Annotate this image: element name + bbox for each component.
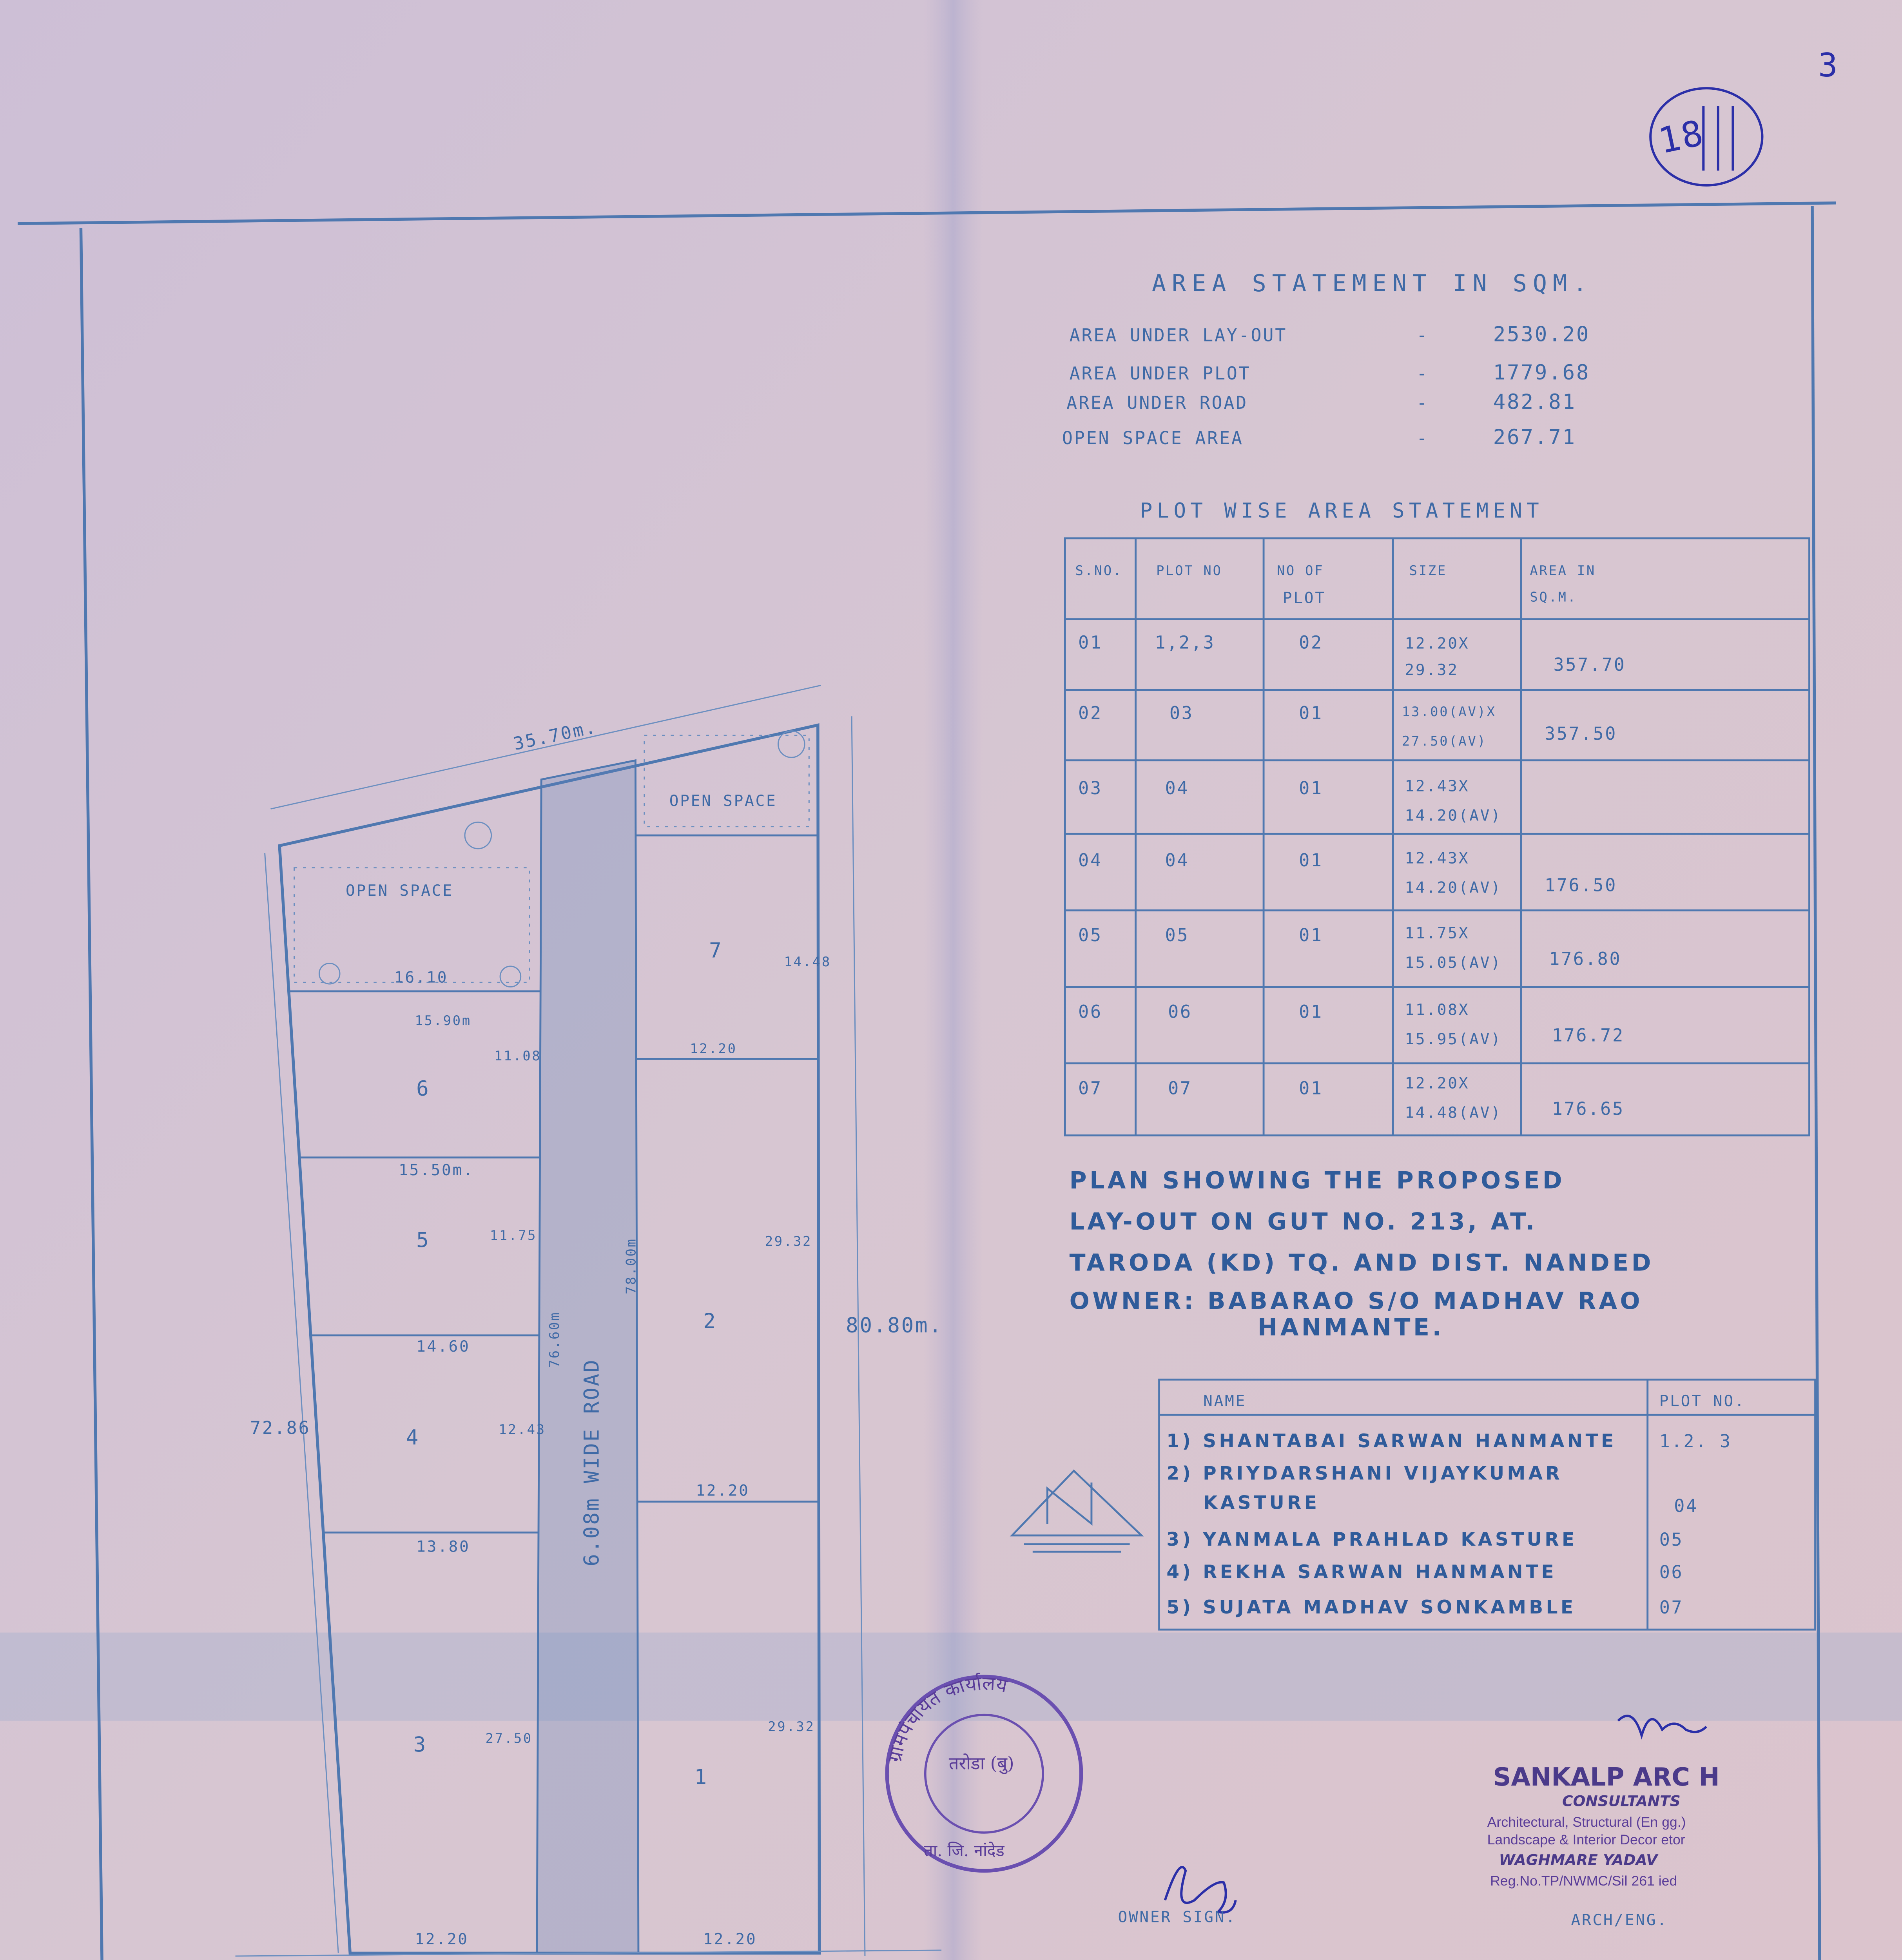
owners-header-plot: PLOT NO. [1659, 1392, 1746, 1410]
dim-plot2-depth: 29.32 [765, 1233, 812, 1249]
sheet-number: 3 [1818, 47, 1839, 85]
owner-name: 4) REKHA SARWAN HANMANTE [1166, 1561, 1557, 1583]
owners-header-name: NAME [1203, 1392, 1247, 1410]
dim-right: 80.80m. [846, 1314, 943, 1338]
plot-7-label: 7 [709, 938, 723, 963]
plan-title-line: OWNER: BABARAO S/O MADHAV RAO [1069, 1287, 1643, 1315]
open-space-right-label: OPEN SPACE [669, 792, 777, 810]
area-dash: - [1416, 325, 1429, 346]
row-area: 176.80 [1549, 948, 1622, 969]
row-sno: 07 [1078, 1078, 1102, 1099]
dim-plot5-depth: 11.75 [490, 1227, 537, 1243]
owner-sign-label: OWNER SIGN. [1118, 1908, 1237, 1926]
dim-plot1-base: 12.20 [703, 1930, 757, 1949]
row-size: 12.20X [1405, 634, 1470, 653]
row-area: 176.72 [1552, 1025, 1625, 1046]
row-sno: 03 [1078, 778, 1102, 799]
dim-top: 35.70m. [511, 716, 599, 755]
row-count: 02 [1299, 632, 1323, 653]
consultant-stamp-line: Architectural, Structural (En gg.) [1487, 1814, 1686, 1830]
row-size: 13.00(AV)X [1402, 704, 1496, 720]
plan-title-line: HANMANTE. [1258, 1314, 1444, 1341]
plot-2-label: 2 [703, 1309, 717, 1333]
owner-name: KASTURE [1203, 1492, 1320, 1514]
header-plot-no: PLOT NO [1156, 563, 1222, 578]
dim-plot6-width: 15.90m [415, 1013, 471, 1029]
stamp-center-text: तरोडा (बु) [948, 1753, 1014, 1774]
row-size: 27.50(AV) [1402, 733, 1487, 749]
file-mark-number: 18 [1655, 112, 1708, 162]
row-sno: 01 [1078, 632, 1102, 653]
header-no-of: NO OF [1276, 563, 1324, 578]
dim-plot6-depth: 11.08 [494, 1048, 542, 1064]
header-sqm: SQ.M. [1530, 589, 1577, 605]
road-label: 6.08m WIDE ROAD [580, 1358, 604, 1566]
row-sno: 02 [1078, 702, 1102, 724]
row-plot: 03 [1169, 702, 1194, 724]
owner-plot: 04 [1674, 1495, 1698, 1516]
row-size: 11.08X [1405, 1000, 1470, 1019]
row-area: 176.65 [1552, 1098, 1625, 1119]
owner-plot: 07 [1659, 1597, 1684, 1618]
row-size: 11.75X [1405, 924, 1470, 942]
area-statement-title: AREA STATEMENT IN SQM. [1151, 269, 1593, 297]
stamp-ring-text: ग्रामपंचायत कार्यालय [883, 1672, 1010, 1764]
row-area: 357.70 [1553, 654, 1626, 675]
consultant-stamp-line: Landscape & Interior Decor etor [1487, 1831, 1685, 1847]
row-sno: 06 [1078, 1001, 1102, 1022]
row-sno: 04 [1078, 849, 1102, 871]
area-dash: - [1416, 428, 1429, 449]
dim-plot3-depth: 27.50 [485, 1731, 533, 1746]
dim-plot4-depth: 12.43 [499, 1422, 546, 1437]
row-sno: 05 [1078, 925, 1102, 946]
plot-6-label: 6 [416, 1077, 430, 1101]
area-label: OPEN SPACE AREA [1062, 428, 1244, 449]
row-count: 01 [1299, 702, 1323, 724]
row-area: 176.50 [1544, 875, 1617, 896]
owner-name: 5) SUJATA MADHAV SONKAMBLE [1166, 1596, 1576, 1618]
row-area: 357.50 [1544, 723, 1617, 744]
plot-5-label: 5 [416, 1228, 430, 1252]
row-plot: 06 [1168, 1001, 1192, 1022]
dim-plot7-width: 12.20 [690, 1041, 737, 1056]
consultant-stamp-line: Reg.No.TP/NWMC/Sil 261 ied [1490, 1873, 1677, 1889]
row-count: 01 [1299, 925, 1323, 946]
dim-road-right: 78.00m [623, 1238, 639, 1294]
area-dash: - [1416, 392, 1429, 414]
row-size: 12.43X [1405, 849, 1470, 867]
area-dash: - [1416, 363, 1429, 384]
dim-plot5-width: 15.50m. [399, 1161, 474, 1179]
row-count: 01 [1299, 778, 1323, 799]
row-plot: 04 [1165, 849, 1189, 871]
plan-title-line: TARODA (KD) TQ. AND DIST. NANDED [1069, 1249, 1654, 1277]
open-space-left-label: OPEN SPACE [346, 881, 453, 900]
dim-left: 72.86 [250, 1417, 311, 1439]
row-size: 14.48(AV) [1405, 1103, 1502, 1122]
plot-1-label: 1 [694, 1765, 708, 1789]
dim-plot3-width: 13.80 [416, 1537, 470, 1556]
owner-name: 1) SHANTABAI SARWAN HANMANTE [1166, 1430, 1617, 1452]
row-size: 15.95(AV) [1405, 1030, 1502, 1048]
header-size: SIZE [1409, 563, 1447, 578]
row-plot: 04 [1165, 778, 1189, 799]
consultant-stamp-sub: CONSULTANTS [1562, 1792, 1681, 1810]
paper-fold-horizontal [0, 1633, 1902, 1721]
owner-plot: 1.2. 3 [1659, 1430, 1732, 1452]
header-area-in: AREA IN [1530, 563, 1596, 578]
row-plot: 07 [1168, 1078, 1192, 1099]
plan-title-line: PLAN SHOWING THE PROPOSED [1069, 1167, 1565, 1194]
plot-4-label: 4 [406, 1425, 420, 1450]
dim-plot7-depth: 14.48 [784, 954, 831, 970]
area-value: 482.81 [1493, 390, 1576, 414]
row-count: 01 [1299, 1078, 1323, 1099]
consultant-stamp-name: SANKALP ARC H [1493, 1762, 1720, 1792]
row-size: 14.20(AV) [1405, 878, 1502, 897]
owner-plot: 06 [1659, 1561, 1684, 1583]
row-plot: 05 [1165, 925, 1189, 946]
dim-road-left: 76.60m [547, 1311, 562, 1368]
dim-plot3-base: 12.20 [415, 1930, 469, 1949]
area-value: 2530.20 [1493, 322, 1590, 347]
row-plot: 1,2,3 [1155, 632, 1215, 653]
dim-plot2-width: 12.20 [696, 1481, 750, 1500]
header-sno: S.NO. [1075, 563, 1123, 578]
arch-eng-label: ARCH/ENG. [1571, 1911, 1668, 1929]
dim-plot4-width: 14.60 [416, 1338, 470, 1356]
row-size: 12.43X [1405, 777, 1470, 795]
area-label: AREA UNDER LAY-OUT [1069, 325, 1287, 346]
owner-name: 3) YANMALA PRAHLAD KASTURE [1166, 1529, 1577, 1551]
plot-table-title: PLOT WISE AREA STATEMENT [1140, 499, 1543, 523]
owner-plot: 05 [1659, 1529, 1684, 1550]
row-size: 15.05(AV) [1405, 953, 1502, 972]
area-label: AREA UNDER ROAD [1066, 392, 1248, 414]
header-plot: PLOT [1282, 589, 1326, 607]
plan-title-line: LAY-OUT ON GUT NO. 213, AT. [1069, 1208, 1538, 1236]
owner-name: 2) PRIYDARSHANI VIJAYKUMAR [1166, 1463, 1563, 1485]
consultant-stamp-line: WAGHMARE YADAV [1499, 1851, 1658, 1869]
row-count: 01 [1299, 1001, 1323, 1022]
row-size: 29.32 [1405, 661, 1459, 679]
row-count: 01 [1299, 849, 1323, 871]
plot-3-label: 3 [413, 1733, 428, 1757]
row-size: 12.20X [1405, 1074, 1470, 1093]
row-size: 14.20(AV) [1405, 806, 1502, 825]
area-value: 267.71 [1493, 425, 1576, 450]
area-value: 1779.68 [1493, 361, 1590, 385]
stamp-bottom-text: ता. जि. नांदेड [924, 1841, 1004, 1860]
dim-open-width: 16.10 [394, 968, 448, 987]
area-label: AREA UNDER PLOT [1069, 363, 1251, 384]
dim-plot1-depth: 29.32 [768, 1719, 815, 1735]
